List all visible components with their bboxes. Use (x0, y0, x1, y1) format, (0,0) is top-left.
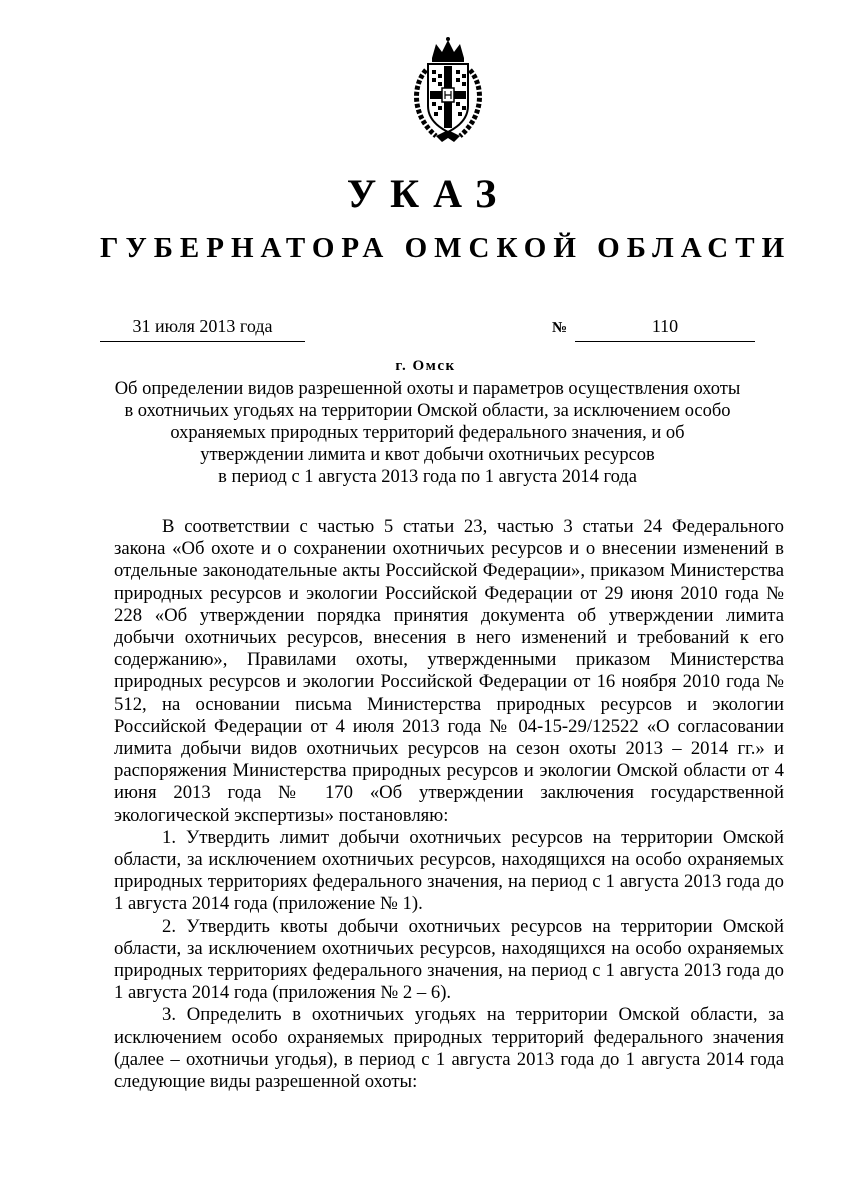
number-underline (575, 341, 755, 342)
body-paragraph-3: 3. Определить в охотничьих угодьях на территории Омской области, за исключением особо охраняемых природных территорий федерального значения (далее – охотничьи угодья), в период с 1 августа 2013 года до 1 августа 2014 года следующие виды разрешенной охоты: (114, 1004, 784, 1093)
heading-line: охраняемых природных территорий федерального значения, и об (170, 423, 685, 443)
heading-line: в период с 1 августа 2013 года по 1 августа 2014 года (218, 467, 637, 487)
heading-line: Об определении видов разрешенной охоты и параметров осуществления охоты (114, 379, 741, 399)
date-underline (100, 341, 305, 342)
document-body (114, 516, 784, 1093)
document-title: УКАЗ (346, 171, 511, 216)
document-subtitle: ГУБЕРНАТОРА ОМСКОЙ ОБЛАСТИ (100, 232, 792, 264)
body-paragraph-2: 2. Утвердить квоты добычи охотничьих ресурсов на территории Омской области, за исключением охотничьих ресурсов, находящихся на особо охраняемых природных территориях федерального значения, на период с 1 августа 2013 года до 1 августа 2014 года (приложения № 2 – 6). (114, 915, 784, 1004)
heading-line: в охотничьих угодьях на территории Омской области, за исключением особо (124, 401, 731, 421)
omsk-coat-of-arms-icon (402, 36, 494, 144)
document-heading (100, 378, 755, 488)
heading-line: утверждении лимита и квот добычи охотничьих ресурсов (200, 445, 655, 465)
number-label: № (552, 320, 568, 336)
body-paragraph-preamble: В соответствии с частью 5 статьи 23, частью 3 статьи 24 Федерального закона «Об охоте и о сохранении охотничьих ресурсов и о внесении изменений в отдельные законодательные акты Российской Федерации», приказом Министерства природных ресурсов и экологии Российской Федерации от 29 июня 2010 года № 228 «Об утверждении порядка принятия документа об утверждении лимита добычи охотничьих ресурсов, внесения в него изменений и требований к его содержанию», Правилами охоты, утвержденными приказом Министерства природных ресурсов и экологии Российской Федерации от 16 ноября 2010 года № 512, на основании письма Министерства природных ресурсов и экологии Российской Федерации от 4 июля 2013 года № 04-15-29/12522 «О согласовании лимита добычи видов охотничьих ресурсов на сезон охоты 2013 – 2014 гг.» и распоряжения Министерства природных ресурсов и экологии Омской области от 4 июня 2013 года № 170 «Об утверждении заключения государственной экологической экспертизы» постановляю: (114, 516, 784, 826)
document-date: 31 июля 2013 года (132, 316, 273, 336)
document-number: 110 (651, 316, 679, 336)
document-city: г. Омск (395, 358, 456, 374)
body-paragraph-1: 1. Утвердить лимит добычи охотничьих ресурсов на территории Омской области, за исключением охотничьих ресурсов, находящихся на особо охраняемых природных территориях федерального значения, на период с 1 августа 2013 года до 1 августа 2014 года (приложение № 1). (114, 826, 784, 915)
